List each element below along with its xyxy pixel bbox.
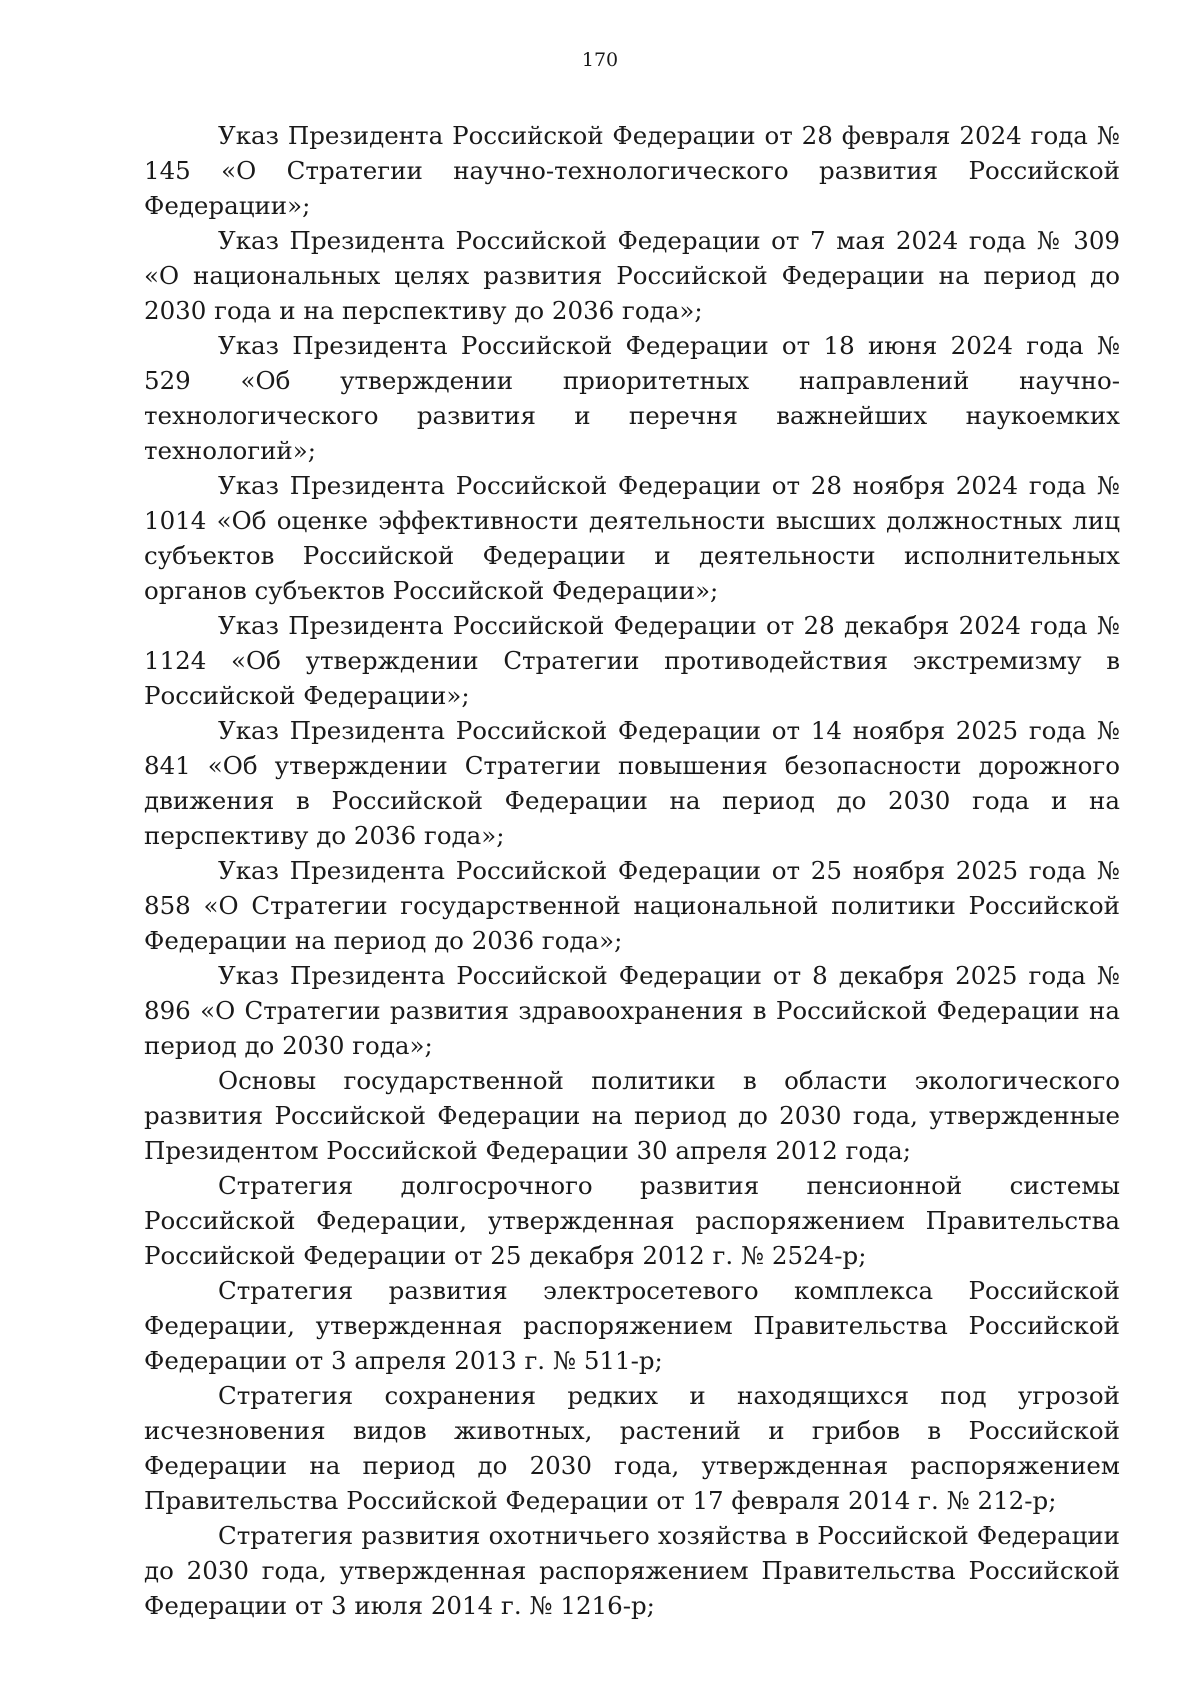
document-body bbox=[144, 118, 1120, 1623]
paragraph: Основы государственной политики в области экологического развития Российской Федерации на период до 2030 года, утвержденные Президентом Российской Федерации 30 апреля 2012 года; bbox=[144, 1066, 1120, 1165]
paragraph: Указ Президента Российской Федерации от 25 ноября 2025 года № 858 «О Стратегии государственной национальной политики Российской Федерации на период до 2036 года»; bbox=[144, 856, 1120, 955]
paragraph: Стратегия развития охотничьего хозяйства в Российской Федерации до 2030 года, утвержденная распоряжением Правительства Российской Федерации от 3 июля 2014 г. № 1216-р; bbox=[144, 1521, 1120, 1620]
paragraph: Указ Президента Российской Федерации от 8 декабря 2025 года № 896 «О Стратегии развития здравоохранения в Российской Федерации на период до 2030 года»; bbox=[144, 961, 1120, 1060]
paragraph: Указ Президента Российской Федерации от 18 июня 2024 года № 529 «Об утверждении приоритетных направлений научно-технологического развития и перечня важнейших наукоемких технологий»; bbox=[144, 331, 1120, 465]
page-number: 170 bbox=[581, 49, 619, 71]
paragraph: Стратегия развития электросетевого комплекса Российской Федерации, утвержденная распоряжением Правительства Российской Федерации от 3 апреля 2013 г. № 511-р; bbox=[144, 1276, 1120, 1375]
paragraph: Указ Президента Российской Федерации от 14 ноября 2025 года № 841 «Об утверждении Стратегии повышения безопасности дорожного движения в Российской Федерации на период до 2030 года и на перспективу до 2036 года»; bbox=[144, 716, 1120, 850]
paragraph: Указ Президента Российской Федерации от 28 февраля 2024 года № 145 «О Стратегии научно-технологического развития Российской Федерации»; bbox=[144, 121, 1120, 220]
paragraph: Указ Президента Российской Федерации от 28 ноября 2024 года № 1014 «Об оценке эффективности деятельности высших должностных лиц субъектов Российской Федерации и деятельности исполнительных органов субъектов Российской Федерации»; bbox=[144, 471, 1120, 605]
paragraph: Указ Президента Российской Федерации от 7 мая 2024 года № 309 «О национальных целях развития Российской Федерации на период до 2030 года и на перспективу до 2036 года»; bbox=[144, 226, 1120, 325]
paragraph: Указ Президента Российской Федерации от 28 декабря 2024 года № 1124 «Об утверждении Стратегии противодействия экстремизму в Российской Федерации»; bbox=[144, 611, 1120, 710]
paragraph: Стратегия долгосрочного развития пенсионной системы Российской Федерации, утвержденная распоряжением Правительства Российской Федерации от 25 декабря 2012 г. № 2524-р; bbox=[144, 1171, 1120, 1270]
paragraph: Стратегия сохранения редких и находящихся под угрозой исчезновения видов животных, растений и грибов в Российской Федерации на период до 2030 года, утвержденная распоряжением Правительства Российской Федерации от 17 февраля 2014 г. № 212-р; bbox=[144, 1381, 1120, 1515]
